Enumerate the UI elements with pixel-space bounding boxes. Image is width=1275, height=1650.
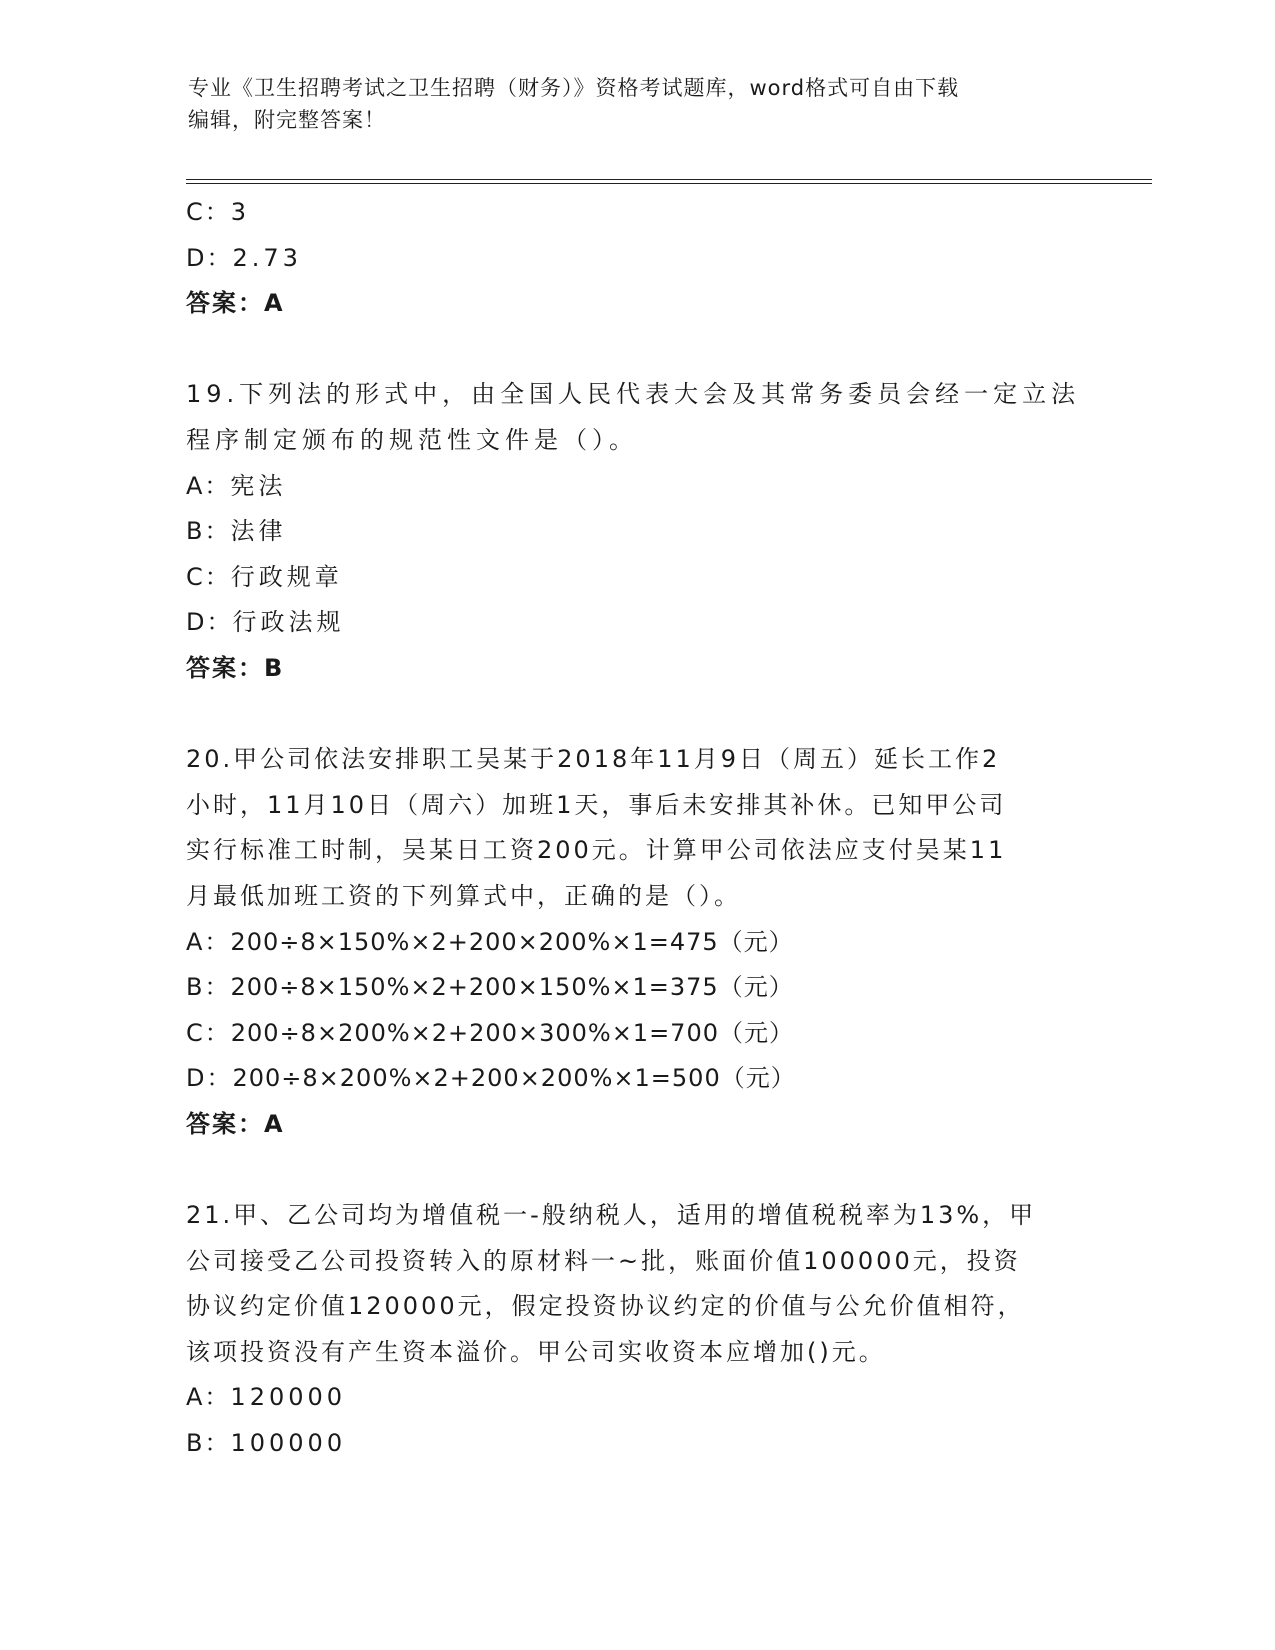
option-label: C： [186,198,231,226]
option-c [186,555,1086,601]
question-stem-line: 月最低加班工资的下列算式中，正确的是（）。 [186,881,741,910]
option-label: D： [186,608,233,637]
option-text: 2.73 [232,243,302,272]
option-text: 法律 [230,517,287,546]
question-20 [186,737,1086,1147]
option-d [186,1056,1086,1102]
spacer [186,327,1086,373]
option-b [186,965,1086,1011]
option-text: 宪法 [230,471,287,500]
option-text: 200÷8×200%×2+200×300%×1=700（元） [230,1018,794,1047]
option-label: B： [186,1429,231,1458]
question-stem-line: 20.甲公司依法安排职工吴某于2018年11月9日（周五）延长工作2 [186,745,1001,774]
question-stem-line: 该项投资没有产生资本溢价。甲公司实收资本应增加()元。 [186,1337,886,1366]
answer-line: 答案：A [186,289,285,318]
answer-line: 答案：B [186,653,285,682]
option-text: 行政法规 [232,608,345,637]
option-c [186,190,1086,236]
spacer [186,1147,1086,1193]
option-label: D： [186,243,233,272]
option-c [186,1011,1086,1057]
option-label: C： [186,1018,231,1047]
option-label: A： [186,1383,231,1412]
question-stem-line: 协议约定价值120000元，假定投资协议约定的价值与公允价值相符， [186,1292,1025,1321]
header-rule-bottom [186,183,1152,184]
header-line-2: 编辑，附完整答案！ [188,108,386,132]
option-label: B： [186,517,231,546]
option-text: 100000 [230,1429,347,1458]
question-stem-line: 21.甲、乙公司均为增值税一-般纳税人，适用的增值税税率为13%，甲 [186,1201,1037,1230]
option-text: 200÷8×200%×2+200×200%×1=500（元） [232,1064,796,1093]
option-text: 200÷8×150%×2+200×150%×1=375（元） [230,973,794,1002]
question-stem-line: 实行标准工时制，吴某日工资200元。计算甲公司依法应支付吴某11 [186,836,1007,865]
option-label: C： [186,562,231,591]
option-text: 行政规章 [230,562,343,591]
option-b [186,1421,1086,1467]
question-stem-line: 小时，11月10日（周六）加班1天，事后未安排其补休。已知甲公司 [186,790,1007,819]
option-a [186,464,1086,510]
option-label: B： [186,973,231,1002]
option-label: A： [186,927,231,956]
question-19 [186,372,1086,691]
option-label: A： [186,471,231,500]
option-text: 3 [230,198,251,226]
option-d [186,236,1086,282]
question-content [186,190,1086,1467]
question-stem-line: 19.下列法的形式中，由全国人民代表大会及其常务委员会经一定立法 [186,380,1081,409]
option-d [186,600,1086,646]
option-a [186,920,1086,966]
option-text: 200÷8×150%×2+200×200%×1=475（元） [230,927,794,956]
question-stem-line: 公司接受乙公司投资转入的原材料一~批，账面价值100000元，投资 [186,1246,1021,1275]
option-a [186,1375,1086,1421]
option-b [186,509,1086,555]
header-rule-top [186,179,1152,180]
document-header [188,72,1068,136]
question-18-tail [186,190,1086,327]
question-21 [186,1193,1086,1467]
spacer [186,692,1086,738]
option-label: D： [186,1064,233,1093]
question-stem-line: 程序制定颁布的规范性文件是（）。 [186,425,638,454]
header-line-1: 专业《卫生招聘考试之卫生招聘（财务）》资格考试题库，word格式可自由下载 [188,76,960,100]
option-text: 120000 [230,1383,347,1412]
answer-line: 答案：A [186,1109,285,1138]
